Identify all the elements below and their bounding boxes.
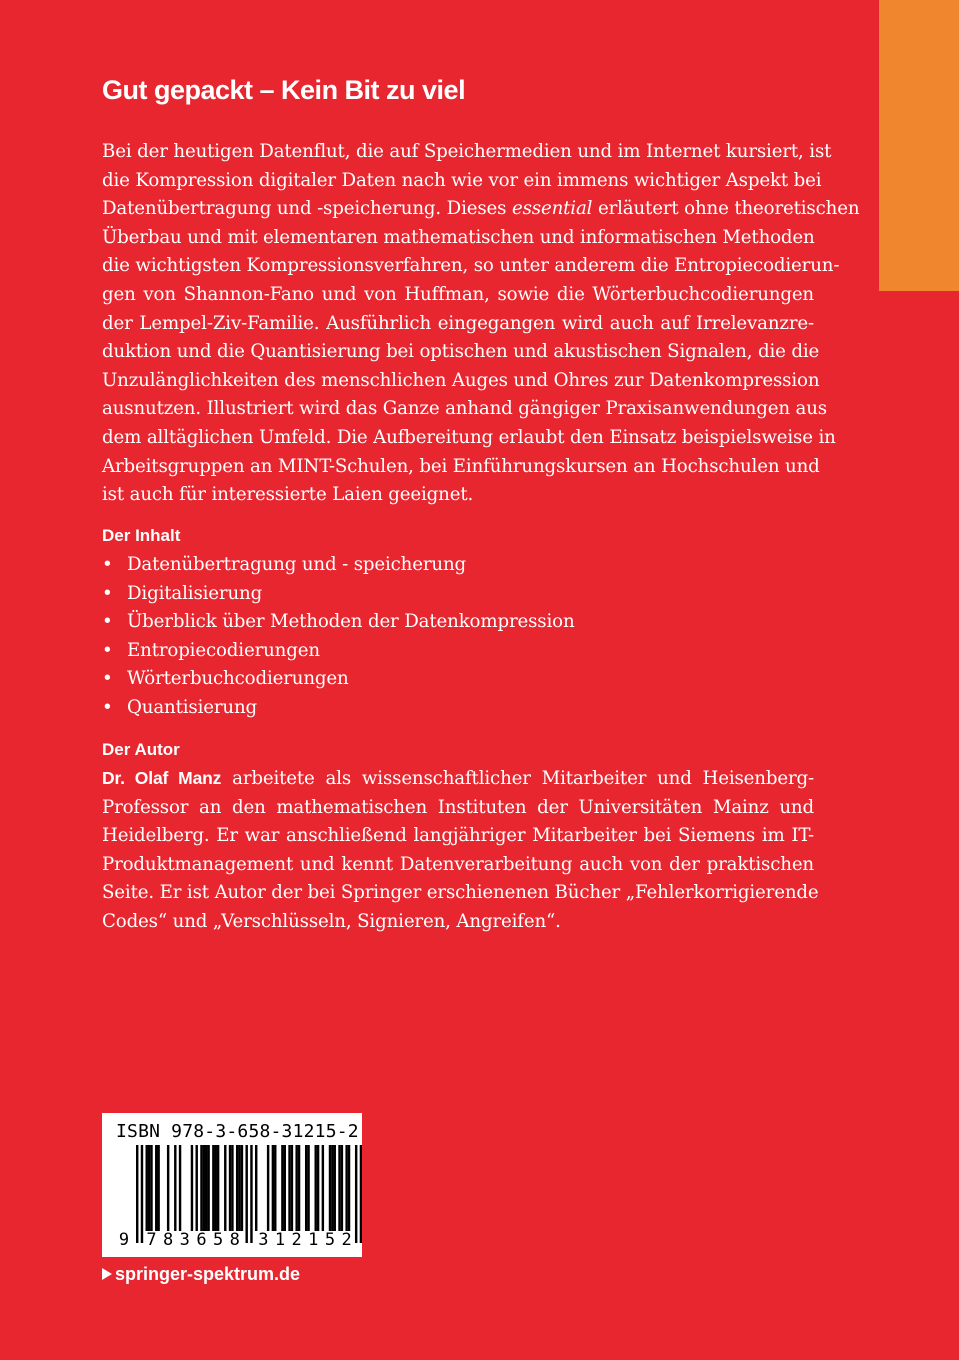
- description-line: gen von Shannon-Fano und von Huffman, sowie die Wörterbuchcodierungen: [102, 283, 814, 305]
- content-list-item: [102, 637, 575, 666]
- content-list-item: [102, 694, 575, 723]
- description-line: der Lempel-Ziv-Familie. Ausführlich eingegangen wird auch auf Irrelevanzre-: [102, 312, 814, 334]
- barcode-bar: [348, 1145, 350, 1231]
- barcode-bar: [291, 1145, 293, 1231]
- barcode-bar: [146, 1145, 148, 1231]
- barcode-bar: [212, 1145, 214, 1231]
- barcode-digit: 7: [146, 1230, 157, 1250]
- description-line: ist auch für interessierte Laien geeignet.: [102, 484, 474, 506]
- author-name: Dr. Olaf Manz: [102, 768, 222, 788]
- barcode-bar: [141, 1145, 143, 1243]
- content-list: [102, 551, 575, 723]
- content-item-label: Wörterbuchcodierungen: [127, 668, 349, 690]
- barcode-bar: [203, 1145, 205, 1231]
- description-line: Unzulänglichkeiten des menschlichen Auges und Ohres zur Datenkompression: [102, 369, 820, 391]
- bullet-icon: •: [102, 611, 113, 633]
- content-item-label: Digitalisierung: [127, 582, 263, 604]
- barcode-bar: [315, 1145, 317, 1231]
- barcode-bar: [305, 1145, 307, 1231]
- barcode-bar: [150, 1145, 152, 1231]
- content-item-label: Datenübertragung und - speicherung: [127, 554, 467, 575]
- content-section-title: Der Inhalt: [102, 526, 181, 545]
- barcode-bar: [217, 1145, 219, 1231]
- barcode-bar: [355, 1145, 357, 1243]
- barcode-digit: 8: [163, 1230, 174, 1250]
- description-line: Bei der heutigen Datenflut, die auf Speichermedien und im Internet kursiert, ist: [102, 141, 832, 162]
- barcode-bar: [298, 1145, 300, 1231]
- description-line: duktion und die Quantisierung bei optischen und akustischen Signalen, die die: [102, 341, 820, 363]
- bullet-icon: •: [102, 668, 113, 690]
- barcode-bar: [307, 1145, 309, 1231]
- barcode-digit: 6: [196, 1230, 207, 1250]
- author-line-text: arbeitete als wissenschaftlicher Mitarbeiter und Heisenberg-: [221, 768, 814, 789]
- content-item-label: Überblick über Methoden der Datenkompression: [127, 611, 575, 633]
- author-section-title: Der Autor: [102, 740, 180, 759]
- description-line: Überbau und mit elementaren mathematischen und informatischen Methoden: [102, 226, 815, 248]
- description-line: Arbeitsgruppen an MINT-Schulen, bei Einführungskursen an Hochschulen und: [102, 455, 820, 477]
- barcode-bar: [241, 1145, 243, 1231]
- barcode-digit: 8: [229, 1230, 240, 1250]
- bullet-icon: •: [102, 639, 113, 661]
- website-label: springer-spektrum.de: [115, 1264, 301, 1284]
- barcode-bar: [272, 1145, 274, 1231]
- barcode-bar: [295, 1145, 297, 1231]
- barcode-bar: [200, 1145, 202, 1231]
- barcode-digit: 2: [291, 1230, 302, 1250]
- isbn-label: ISBN 978-3-658-31215-2: [116, 1121, 359, 1142]
- barcode-digit: 2: [341, 1230, 352, 1250]
- barcode-graphic: [102, 1113, 362, 1257]
- barcode-digit: 1: [274, 1230, 286, 1250]
- arrow-right-icon: [102, 1268, 112, 1280]
- barcode-bar: [236, 1145, 238, 1231]
- barcode-bar: [191, 1145, 193, 1231]
- description-paragraph: [102, 138, 860, 510]
- italic-term: essential: [511, 198, 593, 220]
- content-list-item: [102, 580, 575, 609]
- description-line: ausnutzen. Illustriert wird das Ganze anhand gängiger Praxisanwendungen aus: [102, 398, 827, 420]
- author-line: Produktmanagement und kennt Datenverarbeitung auch von der praktischen: [102, 853, 814, 875]
- barcode-bar: [338, 1145, 340, 1231]
- barcode-digit: 1: [308, 1230, 319, 1250]
- barcode-digit: 5: [324, 1230, 336, 1250]
- barcode-bar: [196, 1145, 198, 1231]
- author-paragraph: [102, 764, 819, 937]
- barcode-bar: [167, 1145, 169, 1231]
- barcode-bar: [157, 1145, 159, 1231]
- barcode-bar: [136, 1145, 138, 1243]
- barcode-bar: [179, 1145, 181, 1231]
- description-line: die wichtigsten Kompressionsverfahren, so unter anderem die Entropiecodierun-: [102, 255, 840, 277]
- barcode-bar: [334, 1145, 336, 1231]
- bullet-icon: •: [102, 696, 113, 718]
- barcode-bar: [281, 1145, 283, 1231]
- barcode-digit: 9: [118, 1230, 130, 1250]
- content-list-item: [102, 551, 575, 580]
- barcode-bar: [322, 1145, 324, 1231]
- barcode-bar: [331, 1145, 333, 1231]
- barcode-bar: [317, 1145, 319, 1231]
- barcode-bar: [284, 1145, 286, 1231]
- isbn-barcode: [102, 1113, 362, 1257]
- barcode-digit: 3: [179, 1230, 190, 1250]
- description-line: die Kompression digitaler Daten nach wie vor ein immens wichtiger Aspekt bei: [102, 169, 822, 191]
- barcode-bar: [174, 1145, 176, 1231]
- barcode-bar: [341, 1145, 343, 1231]
- barcode-bar: [207, 1145, 209, 1231]
- barcode-bar: [215, 1145, 217, 1231]
- orange-color-tab: [879, 0, 959, 291]
- barcode-bar: [345, 1145, 347, 1231]
- author-line: Professor an den mathematischen Instituten der Universitäten Mainz und: [102, 796, 814, 818]
- description-line: Datenübertragung und -speicherung. Dieses essential erläutert ohne theoretischen: [102, 198, 860, 220]
- content-list-item: [102, 665, 575, 694]
- barcode-bar: [205, 1145, 207, 1231]
- cover-heading: Gut gepackt – Kein Bit zu viel: [102, 75, 466, 105]
- barcode-bar: [229, 1145, 231, 1231]
- barcode-bar: [274, 1145, 276, 1231]
- content-item-label: Quantisierung: [127, 696, 258, 718]
- barcode-bar: [255, 1145, 257, 1231]
- barcode-bar: [329, 1145, 331, 1231]
- description-line: dem alltäglichen Umfeld. Die Aufbereitung erlaubt den Einsatz beispielsweise in: [102, 426, 836, 448]
- barcode-bar: [245, 1145, 247, 1243]
- bullet-icon: •: [102, 582, 113, 604]
- author-line: Heidelberg. Er war anschließend langjähriger Mitarbeiter bei Siemens im IT-: [102, 825, 814, 847]
- barcode-digit: 3: [258, 1230, 269, 1250]
- author-line: Seite. Er ist Autor der bei Springer erschienenen Bücher „Fehlerkorrigierende: [102, 882, 819, 904]
- barcode-bar: [288, 1145, 290, 1231]
- barcode-bar: [267, 1145, 269, 1231]
- barcode-bar: [238, 1145, 240, 1231]
- publisher-website[interactable]: [102, 1262, 300, 1286]
- author-line: Codes“ und „Verschlüsseln, Signieren, Angreifen“.: [102, 910, 561, 932]
- content-item-label: Entropiecodierungen: [127, 639, 320, 661]
- barcode-bar: [231, 1145, 233, 1231]
- author-line: [102, 764, 814, 794]
- barcode-bar: [148, 1145, 150, 1231]
- content-list-item: [102, 608, 575, 637]
- barcode-digit: 5: [212, 1230, 224, 1250]
- barcode-bar: [155, 1145, 157, 1231]
- barcode-bar: [224, 1145, 226, 1231]
- barcode-bar: [360, 1145, 362, 1243]
- barcode-bar: [250, 1145, 252, 1243]
- bullet-icon: •: [102, 554, 113, 575]
